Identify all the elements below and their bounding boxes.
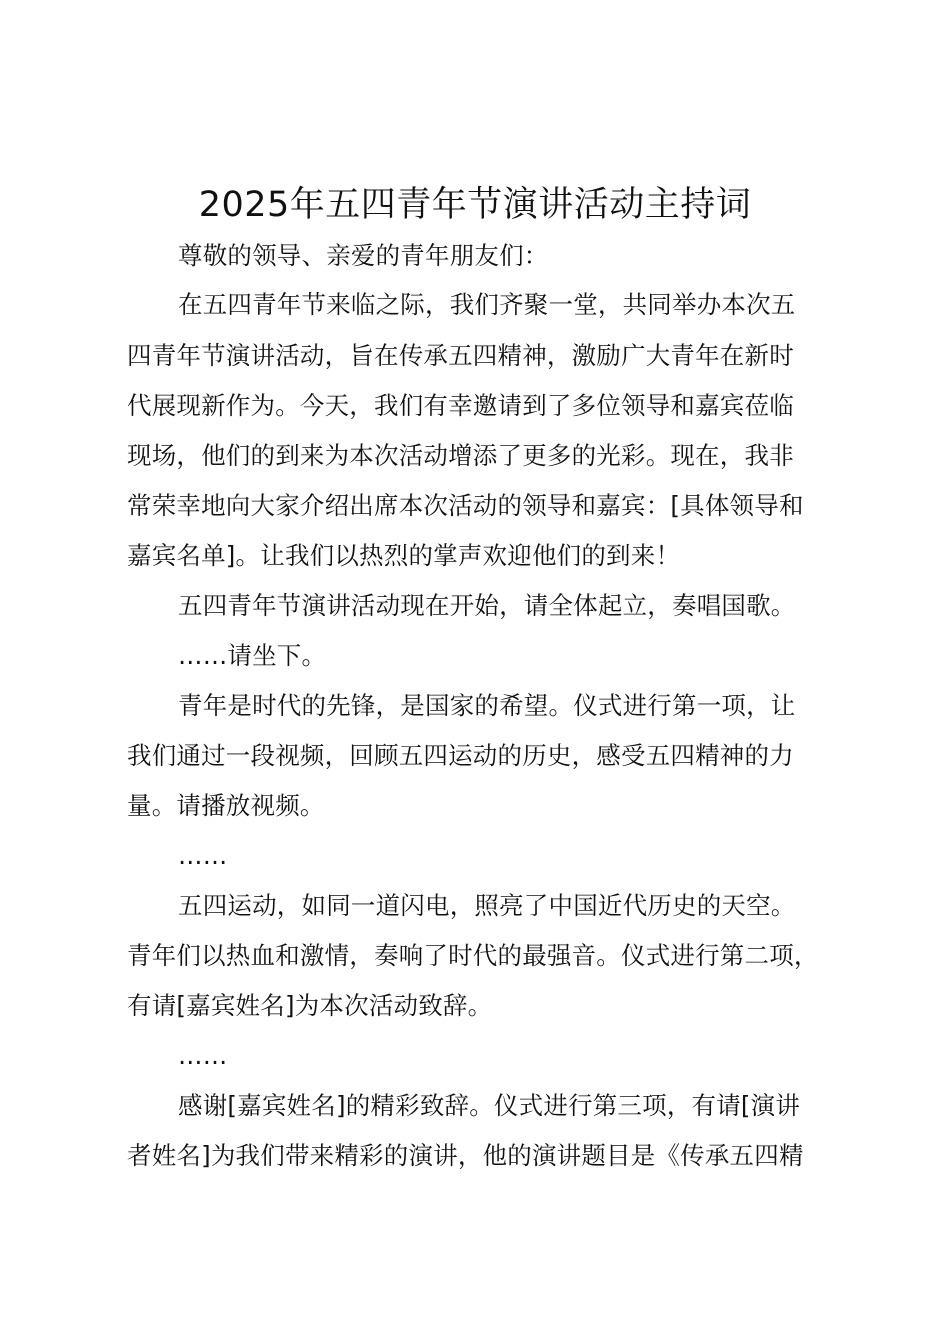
ellipsis-line: …… <box>178 1041 228 1070</box>
paragraph-line: 四青年节演讲活动，旨在传承五四精神，激励广大青年在新时 <box>127 341 794 370</box>
paragraph-line: 量。请播放视频。 <box>127 791 325 820</box>
paragraph-line: 常荣幸地向大家介绍出席本次活动的领导和嘉宾：[具体领导和 <box>127 491 804 520</box>
paragraph-line: ……请坐下。 <box>178 641 327 670</box>
paragraph-line: 者姓名]为我们带来精彩的演讲，他的演讲题目是《传承五四精 <box>127 1141 804 1170</box>
paragraph-line: 现场，他们的到来为本次活动增添了更多的光彩。现在，我非 <box>127 441 794 470</box>
paragraph-line: 嘉宾名单]。让我们以热烈的掌声欢迎他们的到来！ <box>127 541 681 570</box>
paragraph-line: 五四青年节演讲活动现在开始，请全体起立，奏唱国歌。 <box>178 591 796 620</box>
document-title: 2025年五四青年节演讲活动主持词 <box>198 185 752 225</box>
greeting-line: 尊敬的领导、亲爱的青年朋友们： <box>178 241 549 270</box>
paragraph-line: 青年们以热血和激情，奏响了时代的最强音。仪式进行第二项， <box>127 941 819 970</box>
paragraph-line: 感谢[嘉宾姓名]的精彩致辞。仪式进行第三项，有请[演讲 <box>178 1091 801 1120</box>
paragraph-line: 代展现新作为。今天，我们有幸邀请到了多位领导和嘉宾莅临 <box>127 391 794 420</box>
paragraph-line: 我们通过一段视频，回顾五四运动的历史，感受五四精神的力 <box>127 741 794 770</box>
paragraph-line: 青年是时代的先锋，是国家的希望。仪式进行第一项，让 <box>178 691 796 720</box>
paragraph-line: 有请[嘉宾姓名]为本次活动致辞。 <box>127 991 493 1020</box>
paragraph-line: 五四运动，如同一道闪电，照亮了中国近代历史的天空。 <box>178 891 796 920</box>
ellipsis-line: …… <box>178 841 228 870</box>
paragraph-line: 在五四青年节来临之际，我们齐聚一堂，共同举办本次五 <box>178 290 796 319</box>
